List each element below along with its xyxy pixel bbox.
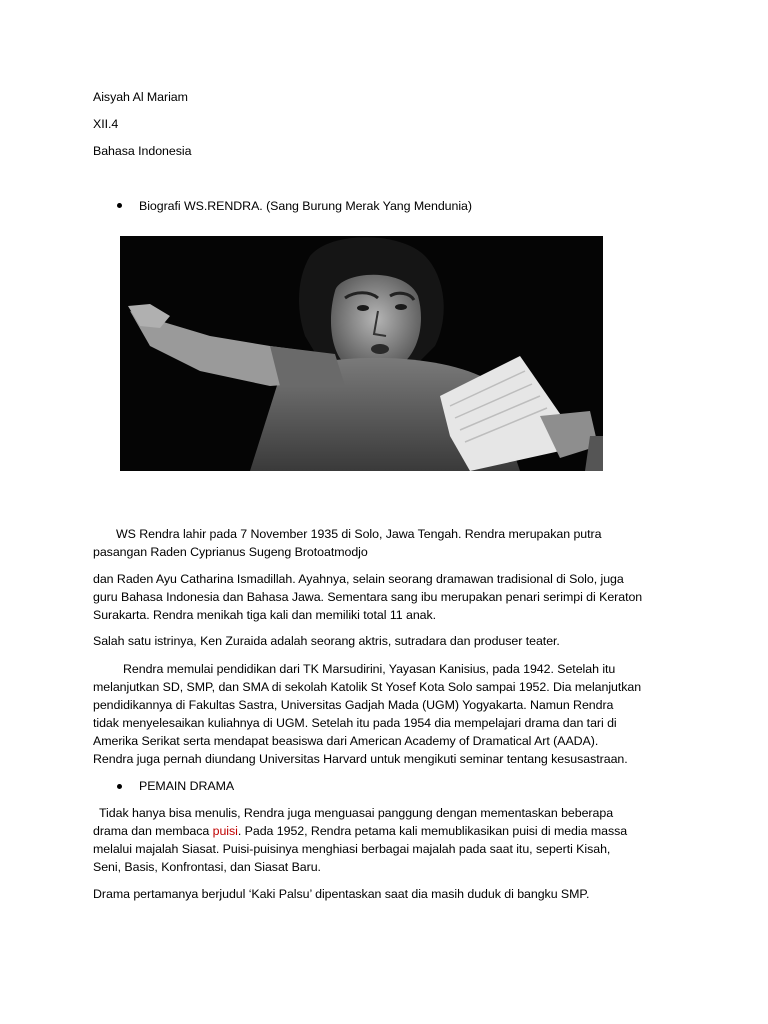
paragraph-6: Drama pertamanya berjudul ‘Kaki Palsu’ dipentaskan saat dia masih duduk di bangku SMP. [93, 887, 590, 901]
paragraph-4-line-5: Amerika Serikat serta mendapat beasiswa dari American Academy of Dramatical Art (AADA). [93, 734, 599, 748]
paragraph-3: Salah satu istrinya, Ken Zuraida adalah seorang aktris, sutradara dan produser teater. [93, 634, 560, 648]
bullet-icon [117, 784, 122, 789]
bullet-icon [117, 203, 122, 208]
paragraph-2-line-2: guru Bahasa Indonesia dan Bahasa Jawa. Sementara sang ibu merupakan penari serimpi di Keraton [93, 590, 643, 604]
paragraph-5-line-3: melalui majalah Siasat. Puisi-puisinya menghiasi berbagai majalah pada saat itu, seperti Kisah, [93, 842, 611, 856]
paragraph-5-line-2 [93, 822, 693, 840]
paragraph-5-line-1: Tidak hanya bisa menulis, Rendra juga menguasai panggung dengan mementaskan beberapa [99, 806, 614, 820]
paragraph-2 [93, 570, 693, 624]
paragraph-5 [93, 804, 693, 876]
portrait-photo [120, 236, 603, 471]
paragraph-4-line-3: pendidikannya di Fakultas Sastra, Universitas Gadjah Mada (UGM) Yogyakarta. Namun Rendra [93, 698, 614, 712]
paragraph-4-line-4: tidak menyelesaikan kuliahnya di UGM. Setelah itu pada 1954 dia mempelajari drama dan tari di [93, 716, 617, 730]
paragraph-1-line-2: pasangan Raden Cyprianus Sugeng Brotoatmodjo [93, 545, 368, 559]
paragraph-1-line-1: WS Rendra lahir pada 7 November 1935 di Solo, Jawa Tengah. Rendra merupakan putra [116, 527, 602, 541]
paragraph-4-line-1: Rendra memulai pendidikan dari TK Marsudirini, Yayasan Kanisius, pada 1942. Setelah itu [123, 662, 616, 676]
class-label: XII.4 [93, 117, 119, 131]
paragraph-4 [93, 660, 693, 768]
paragraph-5-line-2-post: . Pada 1952, Rendra petama kali memublikasikan puisi di media massa [237, 824, 628, 838]
paragraph-4-line-6: Rendra juga pernah diundang Universitas Harvard untuk mengikuti seminar tentang kesusastraan. [93, 752, 628, 766]
paragraph-1 [93, 525, 693, 561]
author-name: Aisyah Al Mariam [93, 90, 188, 104]
paragraph-2-line-1: dan Raden Ayu Catharina Ismadillah. Ayahnya, selain seorang dramawan tradisional di Solo, juga [93, 572, 624, 586]
bullet-heading-pemain-drama: PEMAIN DRAMA [139, 779, 235, 793]
subject-label: Bahasa Indonesia [93, 144, 192, 158]
paragraph-2-line-3: Surakarta. Rendra menikah tiga kali dan memiliki total 11 anak. [93, 608, 437, 622]
paragraph-5-line-2-pre: drama dan membaca [93, 824, 213, 838]
bullet-heading-biografi: Biografi WS.RENDRA. (Sang Burung Merak Yang Mendunia) [139, 199, 472, 213]
puisi-link[interactable]: puisi [212, 824, 238, 838]
paragraph-5-line-4: Seni, Basis, Konfrontasi, dan Siasat Baru. [93, 860, 321, 874]
paragraph-4-line-2: melanjutkan SD, SMP, dan SMA di sekolah Katolik St Yosef Kota Solo sampai 1952. Dia melanjutkan [93, 680, 642, 694]
